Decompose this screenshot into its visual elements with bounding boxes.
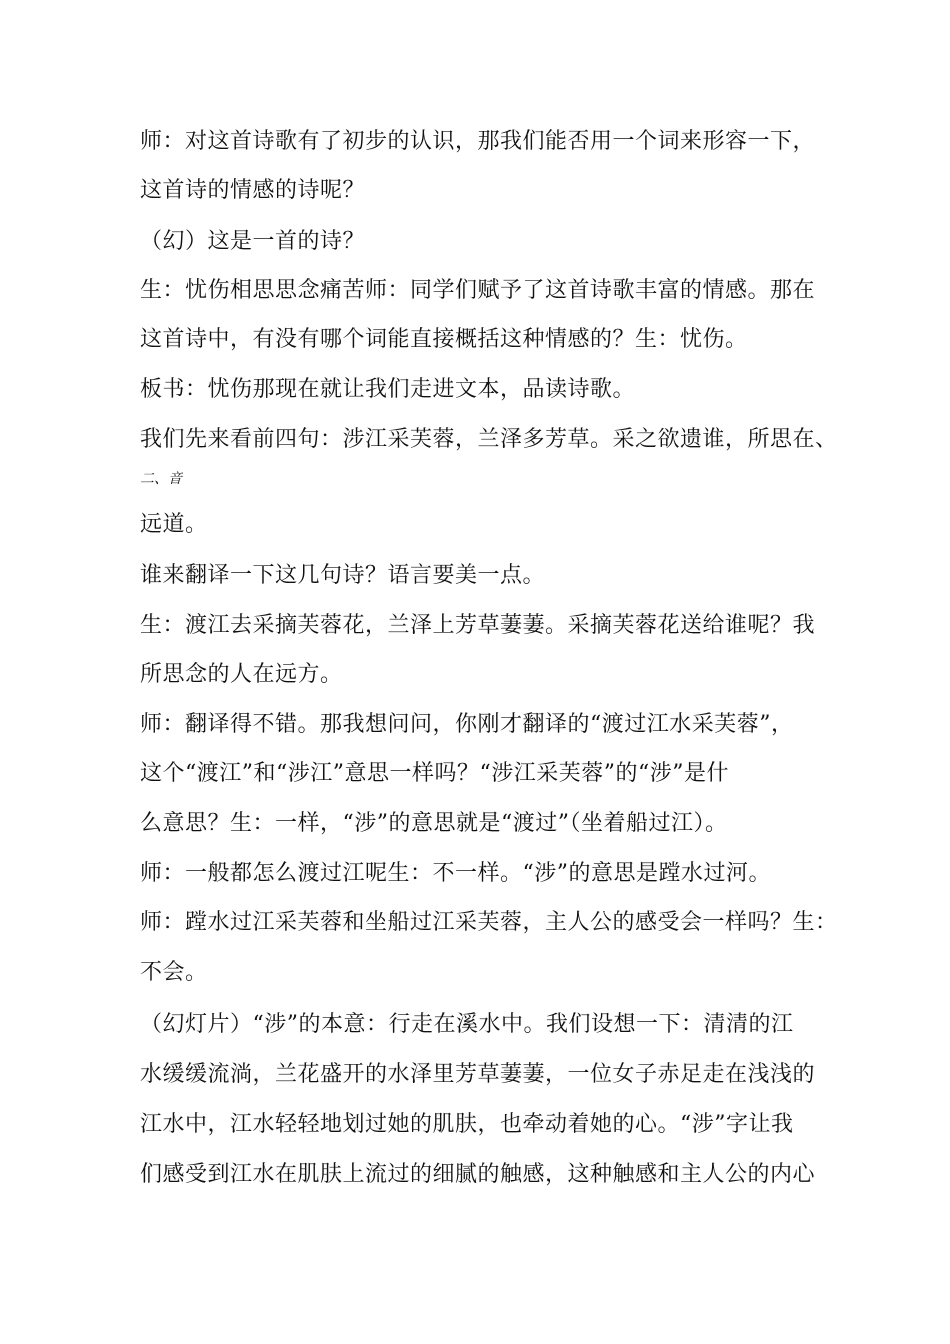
text-line: 水缓缓流淌，兰花盛开的水泽里芳草萋萋，一位女子赤足走在浅浅的 — [140, 1062, 816, 1087]
text-line: 师：一般都怎么渡过江呢生：不一样。“涉”的意思是蹚水过河。 — [140, 861, 771, 886]
text-line: 板书：忧伤那现在就让我们走进文本，品读诗歌。 — [140, 377, 636, 402]
text-line: 这首诗中，有没有哪个词能直接概括这种情感的？生：忧伤。 — [140, 327, 748, 352]
text-line: 这首诗的情感的诗呢？ — [140, 178, 366, 203]
text-line: 么意思？生：一样，“涉”的意思就是“渡过”（坐着船过江）。 — [140, 811, 728, 836]
text-line: 江水中，江水轻轻地划过她的肌肤，也牵动着她的心。“涉”字让我 — [140, 1112, 794, 1137]
text-line: 生：渡江去采摘芙蓉花，兰泽上芳草萋萋。采摘芙蓉花送给谁呢？我 — [140, 613, 816, 638]
text-line: 生：忧伤相思思念痛苦师：同学们赋予了这首诗歌丰富的情感。那在 — [140, 278, 816, 303]
text-line: （幻灯片）“涉”的本意：行走在溪水中。我们设想一下：清清的江 — [140, 1012, 794, 1037]
text-line: （幻）这是一首的诗？ — [140, 229, 366, 254]
text-line: 师：蹚水过江采芙蓉和坐船过江采芙蓉，主人公的感受会一样吗？生： — [140, 910, 838, 935]
text-line: 这个“渡江”和“涉江”意思一样吗？“涉江采芙蓉”的“涉”是什 — [140, 761, 729, 786]
text-line: 们感受到江水在肌肤上流过的细腻的触感，这种触感和主人公的内心 — [140, 1162, 816, 1187]
text-line: 所思念的人在远方。 — [140, 662, 343, 687]
text-line: 师：对这首诗歌有了初步的认识，那我们能否用一个词来形容一下， — [140, 129, 816, 154]
text-line: 我们先来看前四句：涉江采芙蓉，兰泽多芳草。采之欲遗谁，所思在、 — [140, 427, 838, 452]
text-line: 远道。 — [140, 512, 208, 537]
text-line: 师：翻译得不错。那我想问问，你刚才翻译的“渡过江水采芙蓉”， — [140, 712, 794, 737]
text-fragment: 二、音 — [140, 471, 182, 487]
text-line: 不会。 — [140, 960, 208, 985]
text-line: 谁来翻译一下这几句诗？语言要美一点。 — [140, 563, 546, 588]
